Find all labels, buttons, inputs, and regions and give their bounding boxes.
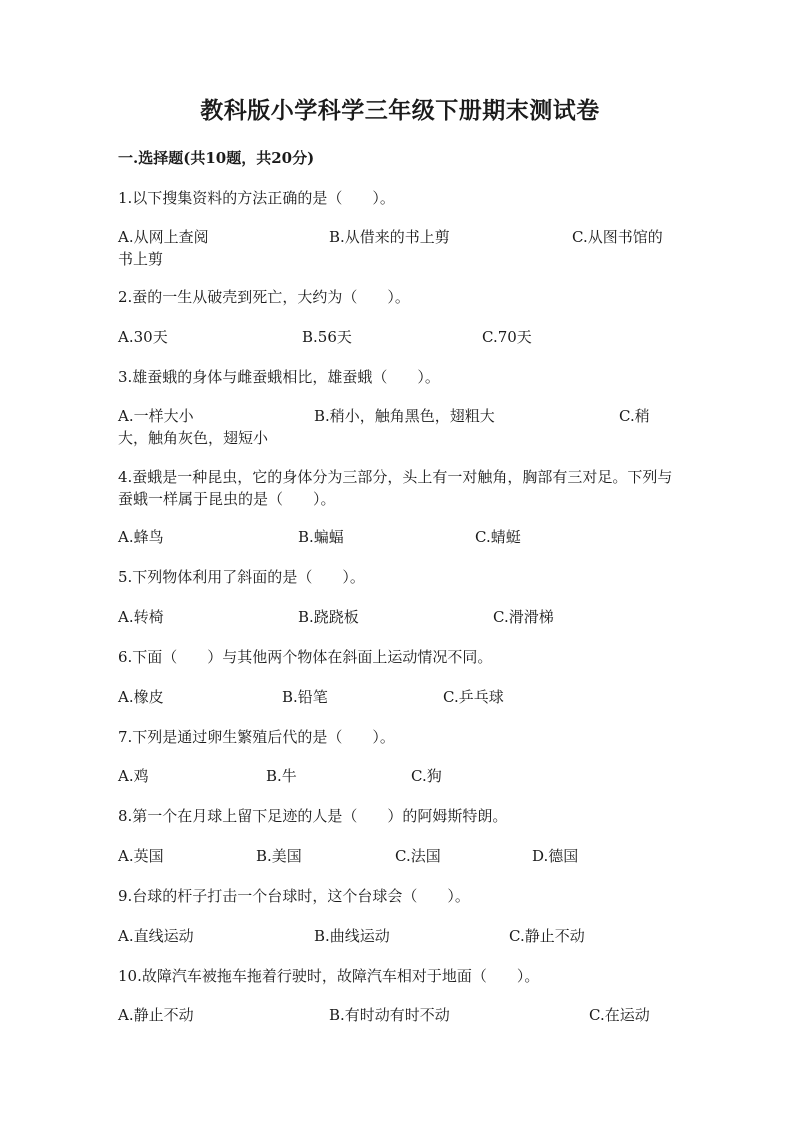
question-stem: 5.下列物体利用了斜面的是（ ）。 — [118, 568, 365, 586]
exam-title: 教科版小学科学三年级下册期末测试卷 — [200, 97, 600, 124]
option-wrap-text: 书上剪 — [118, 250, 164, 268]
question-stem: 9.台球的杆子打击一个台球时，这个台球会（ ）。 — [118, 887, 470, 905]
option-a: A.英国 — [118, 847, 164, 865]
question-stem: 1.以下搜集资料的方法正确的是（ ）。 — [118, 189, 395, 207]
question-stem: 6.下面（ ）与其他两个物体在斜面上运动情况不同。 — [118, 648, 493, 666]
section-heading: 一.选择题(共10题，共20分) — [118, 149, 315, 167]
question-stem: 8.第一个在月球上留下足迹的人是（ ）的阿姆斯特朗。 — [118, 807, 508, 825]
option-c: C.稍 — [619, 407, 650, 425]
option-c: C.乒乓球 — [443, 688, 504, 706]
option-b: B.牛 — [266, 767, 297, 785]
option-a: A.一样大小 — [118, 407, 194, 425]
option-a: A.静止不动 — [118, 1006, 194, 1024]
option-a: A.鸡 — [118, 767, 149, 785]
option-c: C.静止不动 — [509, 927, 585, 945]
question-stem: 2.蚕的一生从破壳到死亡，大约为（ ）。 — [118, 288, 410, 306]
option-b: B.56天 — [302, 328, 352, 346]
option-a: A.直线运动 — [118, 927, 194, 945]
option-b: B.曲线运动 — [314, 927, 390, 945]
question-stem: 10.故障汽车被拖车拖着行驶时，故障汽车相对于地面（ ）。 — [118, 967, 540, 985]
option-c: C.在运动 — [589, 1006, 650, 1024]
question-stem: 3.雄蚕蛾的身体与雌蚕蛾相比，雄蚕蛾（ ）。 — [118, 368, 440, 386]
option-c: C.滑滑梯 — [493, 608, 554, 626]
question-stem: 4.蚕蛾是一种昆虫，它的身体分为三部分，头上有一对触角，胸部有三对足。下列与蚕蛾一样属于昆虫的是（ ）。 — [118, 468, 673, 508]
option-a: A.橡皮 — [118, 688, 164, 706]
option-b: B.有时动有时不动 — [329, 1006, 450, 1024]
option-a: A.从网上查阅 — [118, 228, 209, 246]
option-b: B.稍小，触角黑色，翅粗大 — [314, 407, 495, 425]
question-stem: 7.下列是通过卵生繁殖后代的是（ ）。 — [118, 728, 395, 746]
option-b: B.蝙蝠 — [298, 528, 344, 546]
option-c: C.蜻蜓 — [475, 528, 521, 546]
option-b: B.从借来的书上剪 — [329, 228, 450, 246]
option-b: B.铅笔 — [282, 688, 328, 706]
option-c: C.法国 — [395, 847, 441, 865]
option-d: D.德国 — [532, 847, 579, 865]
option-c: C.狗 — [411, 767, 442, 785]
option-a: A.转椅 — [118, 608, 164, 626]
option-c: C.70天 — [482, 328, 532, 346]
option-a: A.蜂鸟 — [118, 528, 164, 546]
option-b: B.美国 — [256, 847, 302, 865]
option-wrap-text: 大，触角灰色，翅短小 — [118, 429, 269, 447]
option-b: B.跷跷板 — [298, 608, 359, 626]
option-a: A.30天 — [118, 328, 168, 346]
option-c: C.从图书馆的 — [572, 228, 663, 246]
